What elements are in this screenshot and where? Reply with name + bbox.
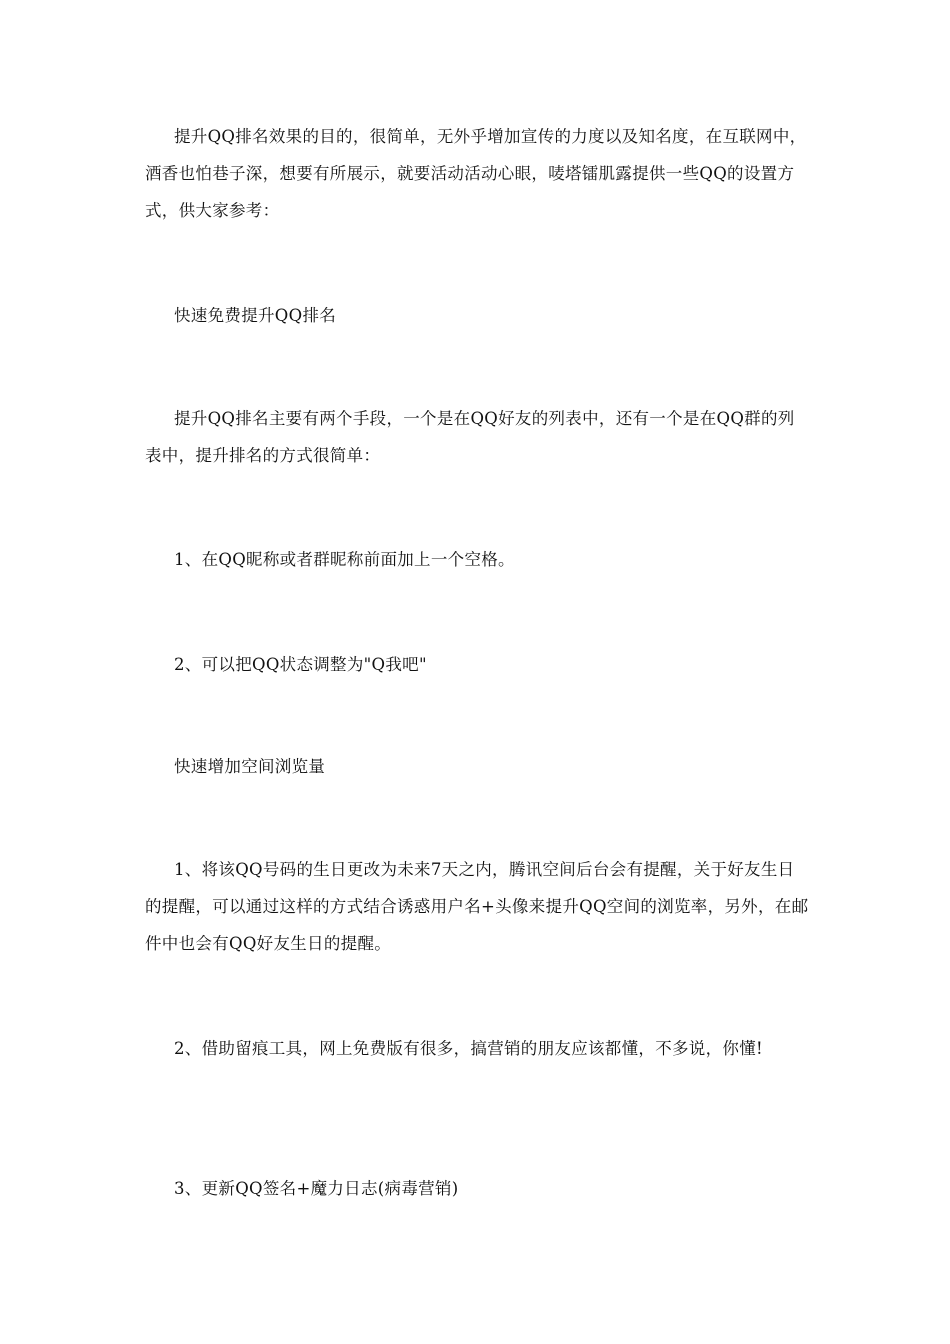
section-heading-rank: 快速免费提升QQ排名 [174, 306, 337, 325]
rank-step-1: 1、在QQ昵称或者群昵称前面加上一个空格。 [174, 550, 515, 569]
rank-step-2: 2、可以把QQ状态调整为"Q我吧" [174, 655, 427, 674]
views-step-1: 1、将该QQ号码的生日更改为未来7天之内，腾讯空间后台会有提醒，关于好友生日的提醒，可以通过这样的方式结合诱惑用户名+头像来提升QQ空间的浏览率，另外，在邮件中也会有QQ好友生日的提醒。 [145, 860, 809, 953]
rank-methods-paragraph: 提升QQ排名主要有两个手段，一个是在QQ好友的列表中，还有一个是在QQ群的列表中，提升排名的方式很简单： [145, 409, 795, 465]
views-step-3: 3、更新QQ签名+魔力日志(病毒营销) [174, 1179, 459, 1198]
section-heading-views: 快速增加空间浏览量 [174, 757, 326, 776]
views-step-2: 2、借助留痕工具，网上免费版有很多，搞营销的朋友应该都懂，不多说，你懂! [174, 1039, 763, 1058]
intro-paragraph: 提升QQ排名效果的目的，很简单，无外乎增加宣传的力度以及知名度，在互联网中，酒香也怕巷子深，想要有所展示，就要活动活动心眼，唛塔镭肌露提供一些QQ的设置方式，供大家参考： [145, 127, 807, 220]
